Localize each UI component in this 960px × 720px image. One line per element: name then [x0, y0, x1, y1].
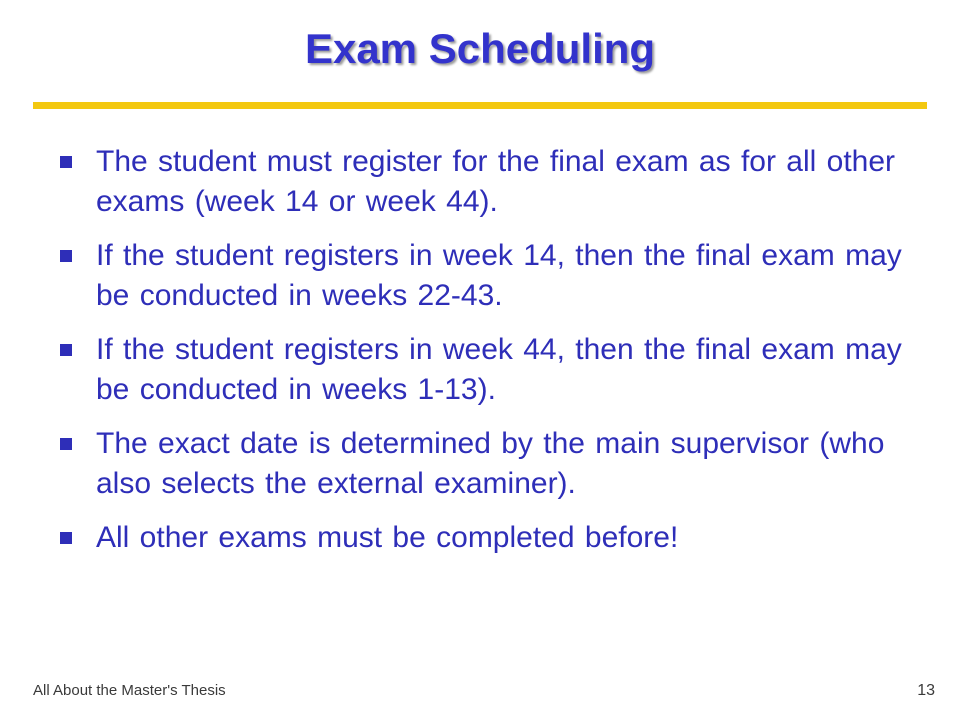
footer-title: All About the Master's Thesis	[33, 682, 226, 699]
square-bullet-icon	[60, 344, 72, 356]
bullet-item	[58, 236, 908, 316]
bullet-item	[58, 330, 908, 410]
bullet-item	[58, 424, 908, 504]
square-bullet-icon	[60, 156, 72, 168]
square-bullet-icon	[60, 250, 72, 262]
bullet-text: The student must register for the final exam as for all other exams (week 14 or week 44).	[96, 145, 896, 218]
slide-title: Exam Scheduling	[304, 25, 656, 72]
square-bullet-icon	[60, 438, 72, 450]
bullet-text: All other exams must be completed before!	[96, 521, 679, 554]
bullet-item	[58, 518, 908, 558]
bullet-list	[58, 142, 908, 572]
bullet-text: If the student registers in week 44, then the final exam may be conducted in weeks 1-13).	[96, 333, 902, 406]
bullet-item	[58, 142, 908, 222]
square-bullet-icon	[60, 532, 72, 544]
page-number: 13	[917, 682, 935, 699]
bullet-text: If the student registers in week 14, then the final exam may be conducted in weeks 22-43.	[96, 239, 902, 312]
bullet-text: The exact date is determined by the main supervisor (who also selects the external examiner).	[96, 427, 885, 500]
title-underline-rule	[33, 102, 927, 109]
